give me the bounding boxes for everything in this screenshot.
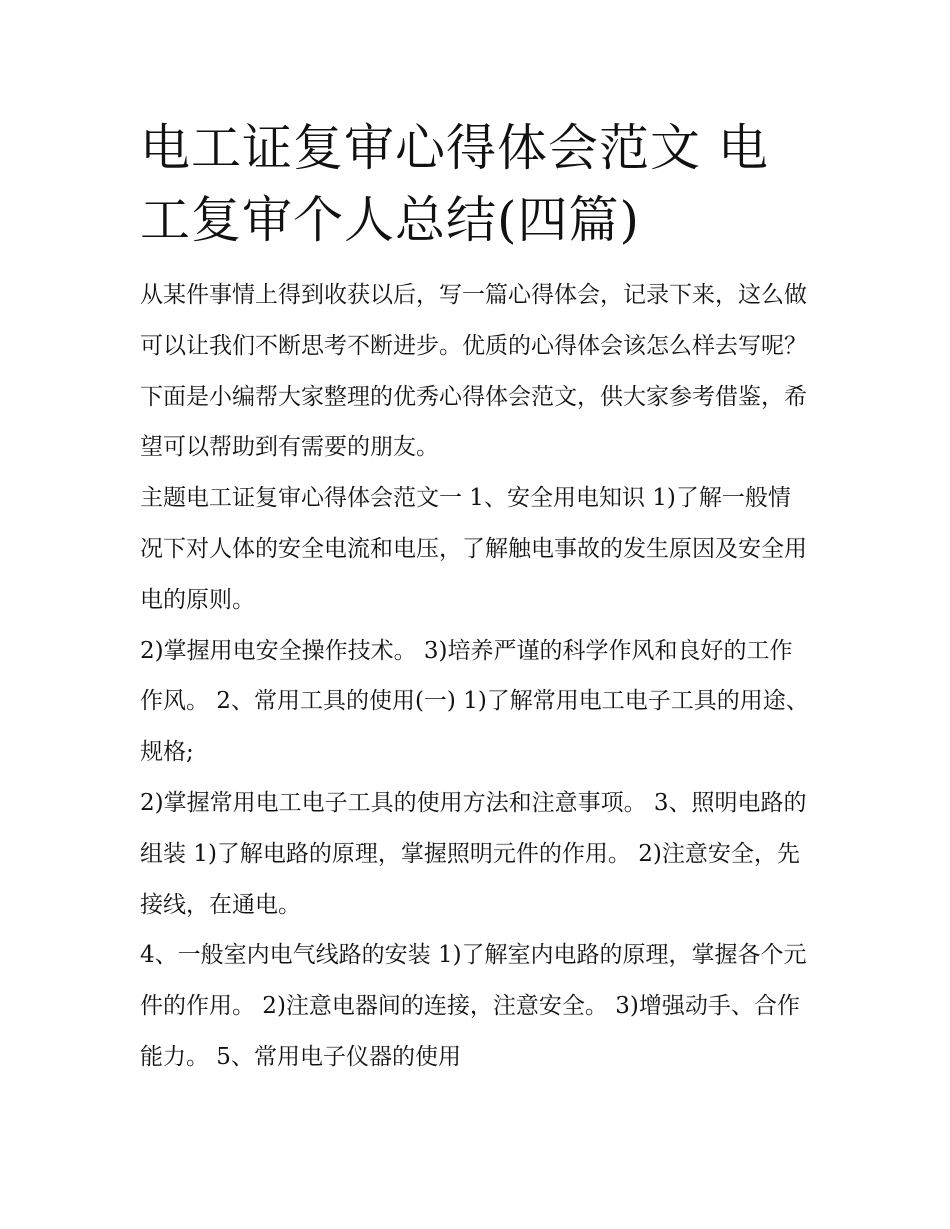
paragraph-lighting-circuit: 2)掌握常用电工电子工具的使用方法和注意事项。 3、照明电路的组装 1)了解电路的原理，掌握照明元件的作用。 2)注意安全，先接线，在通电。: [140, 789, 807, 918]
paragraph-intro: 从某件事情上得到收获以后，写一篇心得体会，记录下来，这么做可以让我们不断思考不断进步。优质的心得体会该怎么样去写呢？下面是小编帮大家整理的优秀心得体会范文，供大家参考借鉴，希望可以帮助到有需要的朋友。: [140, 282, 807, 461]
paragraph-indoor-wiring: 4、一般室内电气线路的安装 1)了解室内电路的原理，掌握各个元件的作用。 2)注意电器间的连接，注意安全。 3)增强动手、合作能力。 5、常用电子仪器的使用: [140, 942, 807, 1070]
document-page: [140, 112, 812, 1083]
paragraph-safety-knowledge: 主题电工证复审心得体会范文一 1、安全用电知识 1)了解一般情况下对人体的安全电流和电压，了解触电事故的发生原因及安全用电的原则。: [140, 485, 807, 613]
document-title: 电工证复审心得体会范文 电工复审个人总结(四篇): [140, 119, 769, 249]
paragraph-tools-usage: 2)掌握用电安全操作技术。 3)培养严谨的科学作风和良好的工作作风。 2、常用工具的使用(一) 1)了解常用电工电子工具的用途、规格;: [140, 637, 809, 766]
